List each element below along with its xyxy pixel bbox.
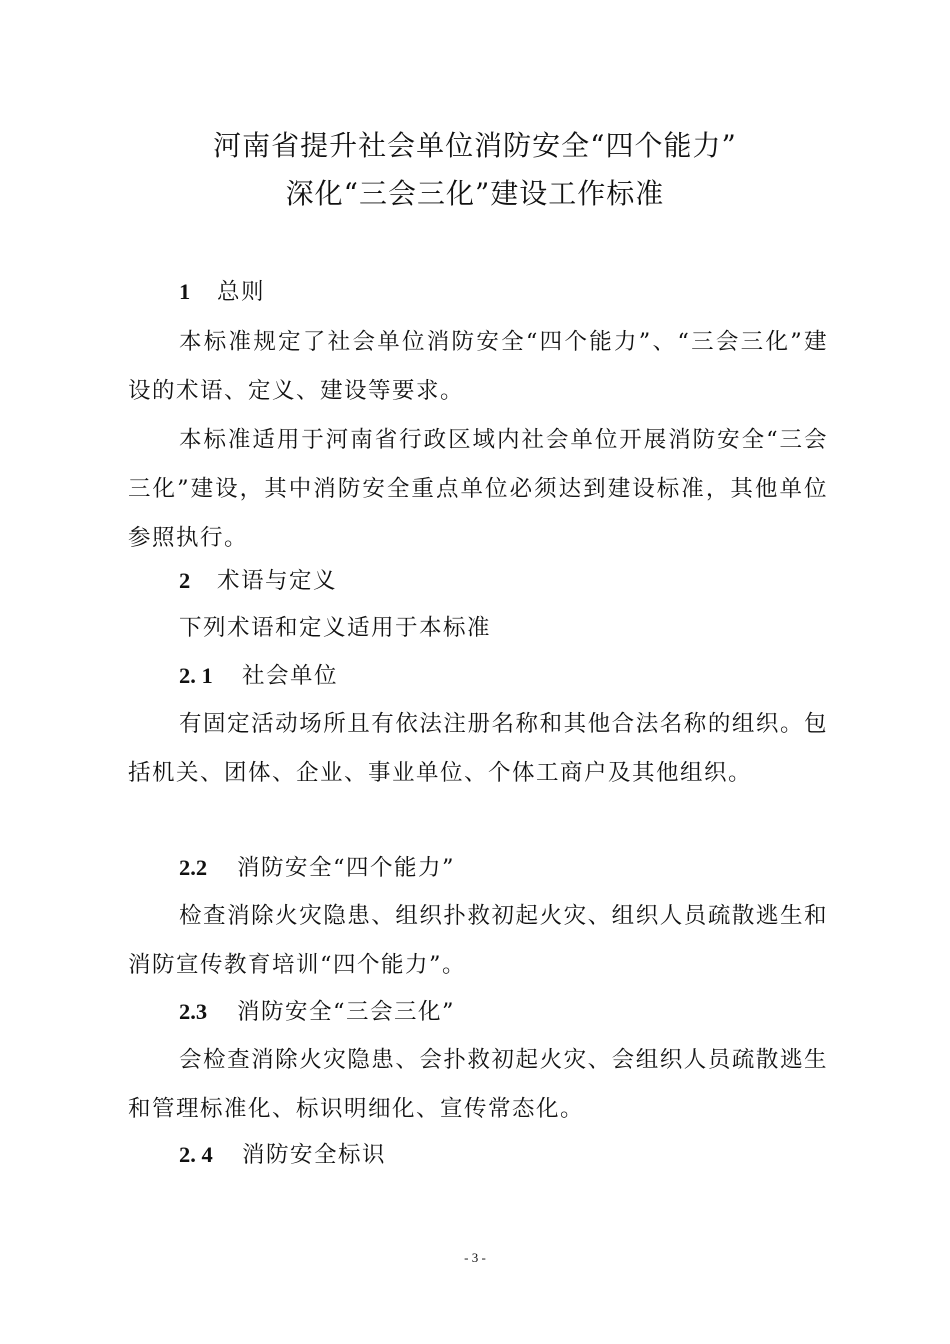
section-heading-2-4 (179, 1135, 386, 1175)
section-number: 2. 4 (179, 1142, 213, 1167)
paragraph-1: 本标准规定了社会单位消防安全“四个能力”、“三会三化”建设的术语、定义、建设等要求。 (128, 329, 828, 404)
paragraph-6: 会检查消除火灾隐患、会扑救初起火灾、会组织人员疏散逃生和管理标准化、标识明细化、宣传常态化。 (128, 1047, 828, 1122)
section-number: 2 (179, 568, 191, 593)
paragraph-3: 下列术语和定义适用于本标准 (179, 615, 492, 641)
section-title: 术语与定义 (217, 568, 338, 594)
page-number: - 3 - (464, 1250, 486, 1265)
document-title-line-1: 河南省提升社会单位消防安全“四个能力” (213, 129, 737, 162)
paragraph-5: 检查消除火灾隐患、组织扑救初起火灾、组织人员疏散逃生和消防宣传教育培训“四个能力”。 (128, 903, 828, 978)
paragraph-2: 本标准适用于河南省行政区域内社会单位开展消防安全“三会三化”建设，其中消防安全重点单位必须达到建设标准，其他单位参照执行。 (128, 427, 828, 551)
section-number: 2.2 (179, 855, 208, 880)
section-heading-2-1 (179, 656, 338, 696)
section-title: 消防安全“四个能力” (237, 855, 456, 881)
section-number: 2. 1 (179, 663, 213, 688)
section-heading-2 (179, 561, 337, 601)
document-title-line-2: 深化“三会三化”建设工作标准 (285, 177, 665, 210)
section-heading-1 (179, 272, 265, 312)
section-heading-2-2 (179, 848, 455, 888)
section-title: 消防安全“三会三化” (237, 999, 456, 1025)
section-number: 1 (179, 279, 191, 304)
section-title: 消防安全标识 (242, 1142, 387, 1168)
paragraph-4: 有固定活动场所且有依法注册名称和其他合法名称的组织。包括机关、团体、企业、事业单位、个体工商户及其他组织。 (128, 711, 828, 786)
section-title: 总则 (217, 279, 266, 305)
section-number: 2.3 (179, 999, 208, 1024)
section-title: 社会单位 (242, 663, 339, 689)
section-heading-2-3 (179, 992, 455, 1032)
